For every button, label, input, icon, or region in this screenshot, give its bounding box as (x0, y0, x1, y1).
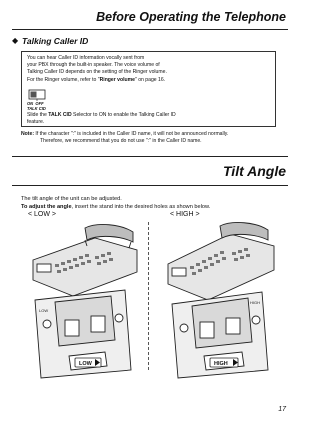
high-label: < HIGH > (170, 211, 200, 218)
switch-off-label: OFF (35, 101, 44, 106)
switch-on-label: ON (27, 101, 34, 106)
high-tag (210, 358, 238, 367)
stand-label-low: LOW (39, 308, 49, 313)
tilt-rule (12, 185, 288, 186)
box-paragraph-2: Slide the TALK CID Selector to ON to enable the Talking Caller ID feature. (27, 112, 176, 126)
box-line: You can hear Caller ID information vocally sent from (27, 55, 145, 61)
talking-caller-id-info-box (21, 51, 276, 127)
box-line: For the Ringer volume, refer to "Ringer volume" on page 16. (27, 76, 166, 83)
section-heading-talking-caller-id: Talking Caller ID (22, 36, 89, 46)
header-rule (12, 29, 288, 30)
dashed-divider (148, 222, 149, 370)
page-title: Before Operating the Telephone (96, 10, 286, 24)
tilt-line-2-bold: To adjust the angle (21, 204, 72, 210)
page-number: 17 (278, 406, 286, 413)
box-line: Talking Caller ID depends on the setting of the Ringer volume. (27, 69, 167, 76)
svg-text:LOW: LOW (79, 361, 92, 367)
caller-id-note (21, 131, 283, 145)
low-tag (75, 358, 101, 367)
switch-labels (27, 101, 57, 111)
telephone-low-illustration (25, 220, 141, 380)
switch-name-label: TALK CID (27, 106, 46, 111)
low-label: < LOW > (28, 211, 57, 218)
tilt-angle-title: Tilt Angle (223, 163, 286, 179)
tilt-angle-instructions (21, 195, 286, 211)
section-rule (12, 156, 288, 157)
note-line-2: Therefore, we recommend that you do not use ":" in the Caller ID name. (40, 138, 202, 145)
tilt-line-2: , insert the stand into the desired holes as shown below. (71, 204, 211, 210)
note-line-1: If the character ":" is included in the Caller ID name, it will not be announced normally. (34, 131, 229, 137)
note-label: Note: (21, 131, 35, 137)
stand-label-high: HIGH (250, 300, 260, 305)
box-line: your PBX through the built-in speaker. The voice volume of (27, 62, 160, 69)
diamond-bullet-icon: ◆ (12, 36, 19, 45)
svg-text:HIGH: HIGH (214, 361, 228, 367)
tilt-line-1: The tilt angle of the unit can be adjusted. (21, 196, 122, 202)
telephone-high-illustration (162, 220, 278, 380)
